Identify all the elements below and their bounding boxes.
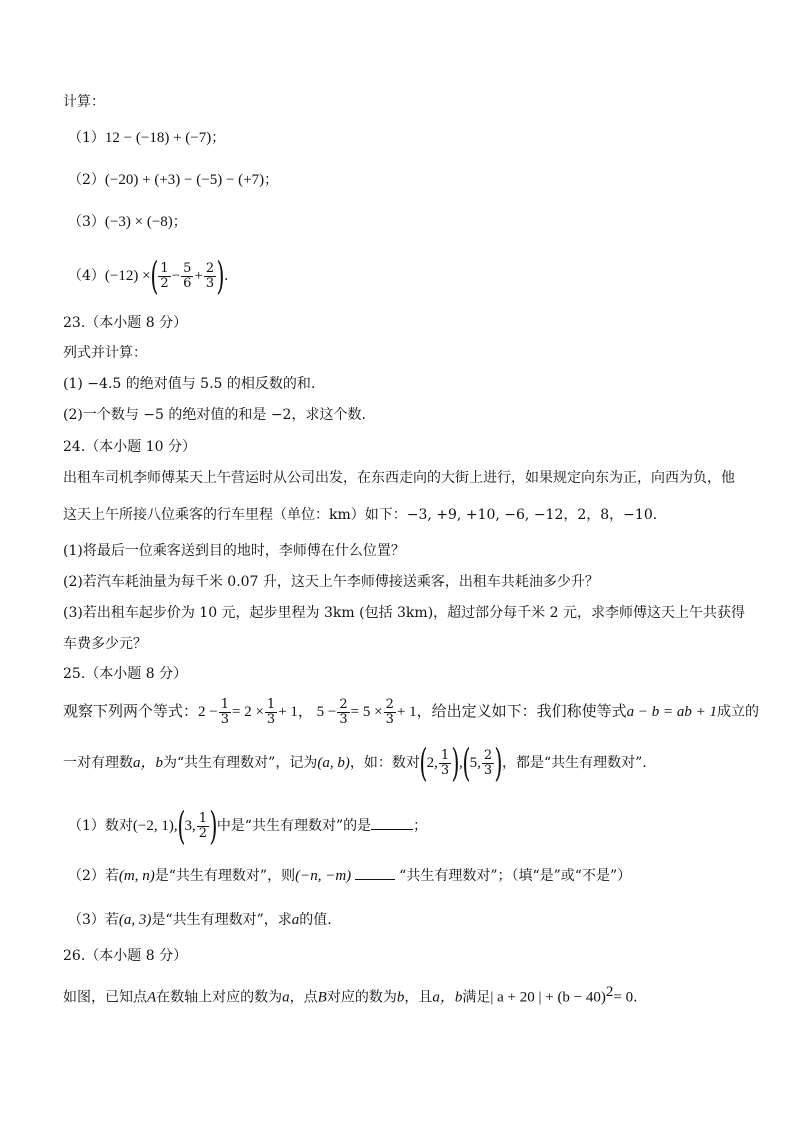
q25-heading: 25.（本小题 8 分） [63,666,188,682]
q24-text-line-2: 这天上午所接八位乘客的行车里程（单位：km）如下：−3, +9, +10, −6, −12，2，8，−10. [63,507,658,523]
fraction: $\frac{2}{3}$ [205,260,215,291]
calc-item-2: （2）(−20) + (+3) − (−5) − (+7)； [68,172,279,188]
fraction: $\frac{2}{3}$ [385,696,394,727]
fraction: $\frac{1}{2}$ [160,260,169,291]
calc-item-1: （1）12 − (−18) + (−7)； [68,130,226,146]
q25-observation: 观察下列两个等式：2 − $\frac{1}{3}$ = 2 × $\frac{1}{3}$ + 1， 5 − $\frac{2}{3}$ = 5 × $\frac{2}{3}$ + 1，给出定义如下：我们称使等式a − b = ab + 1成立的 [63,696,759,727]
q25-part-1: （1）数对(−2, 1),(3, $\frac{1}{2}$ )中是“共生有理数对”的是 ； [68,804,428,848]
q24-part-3a: (3)若出租车起步价为 10 元，起步里程为 3km (包括 3km)，超过部分每千米 2 元，求李师傅这天上午共获得 [63,605,745,621]
answer-blank [355,879,395,880]
fraction: $\frac{5}{6}$ [183,260,192,291]
q24-part-3b: 车费多少元？ [63,636,147,652]
q24-part-2: (2)若汽车耗油量为每千米 0.07 升，这天上午李师傅接送乘客，出租车共耗油多少升？ [63,574,599,590]
calc-expression: 12 − (−18) + (−7) [104,130,212,146]
q23-intro: 列式并计算： [63,345,147,361]
fraction: $\frac{1}{3}$ [440,747,450,778]
calc-expression: (−20) + (+3) − (−5) − (+7) [104,172,265,188]
calc-item-4: （4）(−12) ×( $\frac{1}{2}$ − $\frac{5}{6}$ + $\frac{2}{3}$ ). [68,254,229,298]
q25-part-3: （3）若(a, 3)是“共生有理数对”，求a的值. [68,912,332,928]
fraction: $\frac{1}{2}$ [198,810,207,841]
fraction: $\frac{2}{3}$ [483,747,493,778]
q23-part-2: (2)一个数与 −5 的绝对值的和是 −2，求这个数. [63,407,366,423]
calc-item-3: （3）(−3) × (−8)； [68,214,187,230]
q25-definition: 一对有理数a，b为“共生有理数对”，记为(a, b)，如：数对(2, $\frac{1}{3}$ ),(5, $\frac{2}{3}$ )，都是“共生有理数对”. [63,741,647,785]
intro-text: 计算： [63,94,105,110]
q24-text-line-1: 出租车司机李师傅某天上午营运时从公司出发，在东西走向的大街上进行，如果规定向东为正，向西为负，他 [63,470,735,486]
q24-heading: 24.（本小题 10 分） [63,439,196,455]
fraction: $\frac{1}{3}$ [266,696,276,727]
q26-text: 如图，已知点A在数轴上对应的数为a，点B对应的数为b，且a，b满足| a + 20 | + $(b - 40)^2= 0$. [63,984,638,1006]
answer-blank [371,829,413,830]
q25-part-2: （2）若(m, n)是“共生有理数对”，则(−n, −m) “共生有理数对”；（填“是”或“不是”） [68,868,632,884]
q23-part-1: (1) −4.5 的绝对值与 5.5 的相反数的和. [63,376,316,392]
q24-part-1: (1)将最后一位乘客送到目的地时，李师傅在什么位置？ [63,543,405,559]
fraction: $\frac{2}{3}$ [339,696,348,727]
fraction: $\frac{1}{3}$ [220,696,229,727]
q26-heading: 26.（本小题 8 分） [63,948,188,964]
calc-expression: (−3) × (−8) [104,214,173,230]
q23-heading: 23.（本小题 8 分） [63,315,188,331]
